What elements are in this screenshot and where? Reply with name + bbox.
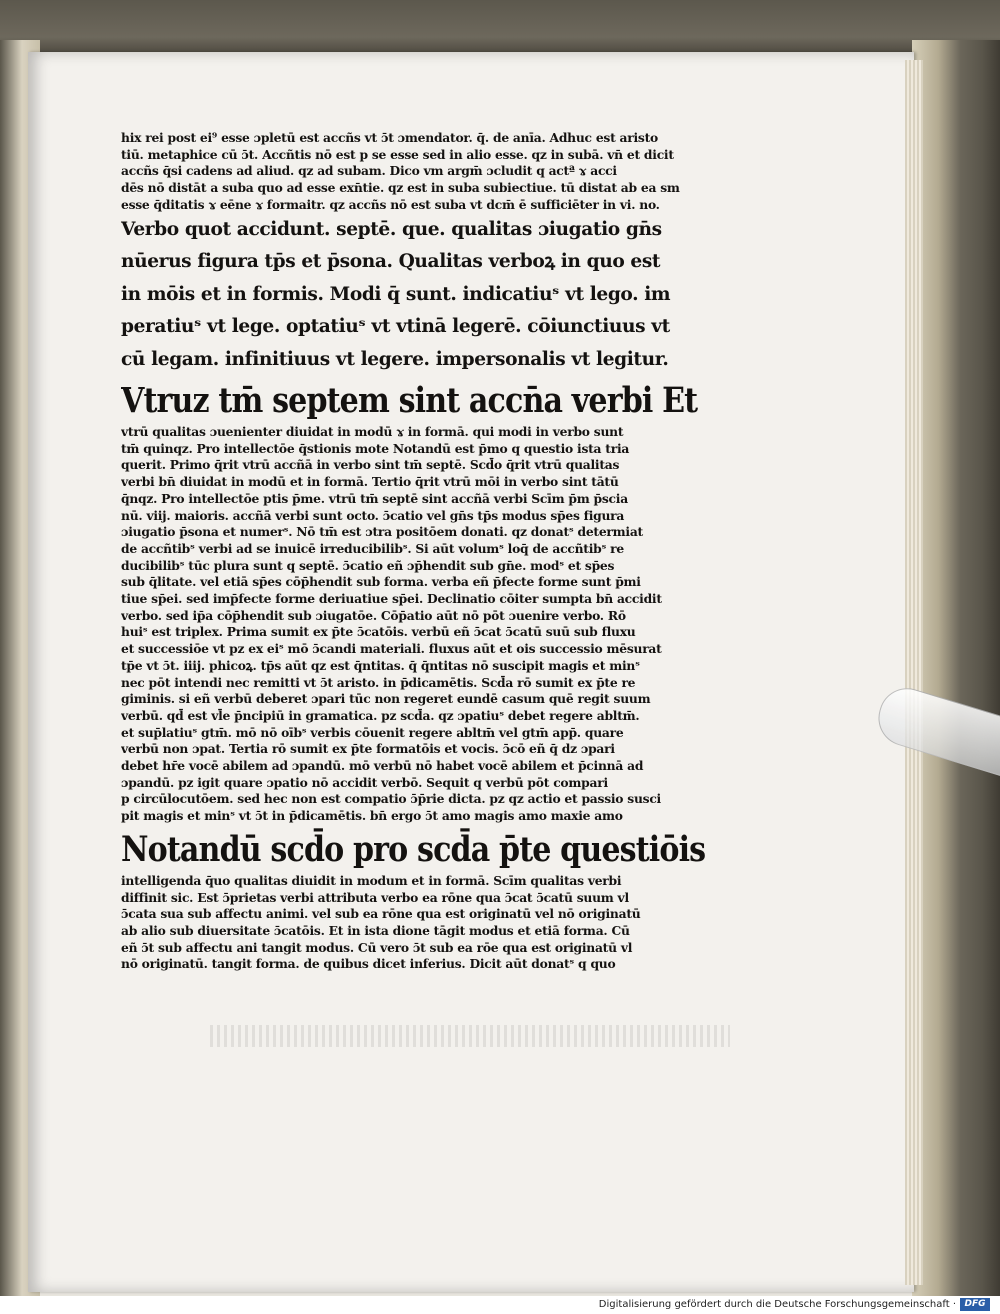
text-line: ɔpandū. pz igit quare ɔpatio nō accidit verbō. Sequit q verbū pōt compari	[121, 774, 608, 790]
text-line: ab alio sub diuersitate ɔ̄catōis. Et in ista dione tāgit modus et etiā forma. Cū	[121, 923, 630, 938]
text-line: peratiuˢ vt lege. optatiuˢ vt vtinā legerē. cōiunctiuus vt	[121, 316, 670, 338]
text-section-4	[121, 873, 713, 973]
text-line: nūerus figura tp̄s et p̄sona. Qualitas verboꝝ in quo est	[121, 251, 661, 273]
text-line: sub q̄litate. vel etiā sp̄es cōp̄hendit sub forma. verba eñ p̄fecte forme sunt p̄mi	[121, 574, 641, 590]
heading-line: Vtruz tm̄ septem sint accn̄a verbi Et	[121, 380, 698, 422]
text-line: et successiōe vt pz ex eiˢ mō ɔ̄candi materiali. fluxus aūt et ois successio mēsurat	[121, 641, 662, 657]
heading-line: Notandū scd̄o pro scd̄a p̄te questiōis	[121, 828, 706, 870]
text-line: esse q̄ditatis ɤ eēne ɤ formaitr. qz accñs nō est suba vt dcm̄ ē sufficiēter in vi. no.	[121, 196, 660, 212]
text-line: q̄nqz. Pro intellectōe ptis p̄me. vtrū tm̄ septē sint accñā verbi Scīm p̄m p̄scia	[121, 490, 628, 506]
text-section-2	[121, 214, 713, 377]
text-line: intelligenda q̄uo qualitas diuidit in modum et in formā. Scīm qualitas verbi	[121, 872, 622, 888]
text-line: verbi bn̄ diuidat in modū et in formā. Tertio q̄rit vtrū mōi in verbo sint tātū	[121, 474, 619, 490]
show-through-text	[210, 1025, 730, 1047]
text-line: et sup̄latiuˢ gtm̄. mō nō oībˢ verbis cōuenit regere abltm̄ vel gtm̄ app̄. quare	[121, 724, 624, 740]
text-line: verbū. qd̄ est vl̄e p̄ncipiū in gramatica. pz scd̄a. qz ɔpatiuˢ debet regere abltm̄.	[121, 707, 640, 723]
text-line: ɔ̄cata sua sub affectu animi. vel sub ea rōne qua est originatū vel nō originatū	[121, 906, 641, 922]
text-line: nō originatū. tangit forma. de quibus dicet inferius. Dicit aūt donatˢ q quo	[121, 956, 616, 972]
text-line: dēs nō distāt a suba quo ad esse exn̄tie. qz est in suba subiectiue. tū distat ab ea sm	[121, 180, 680, 196]
text-line: debet hr̄e vocē abilem ad ɔpandū. mō verbū nō habet vocē abilem et p̄cinnā ad	[121, 758, 644, 774]
text-line: p circūlocutōem. sed hec non est compatio ɔ̄p̄rie dicta. pz qz actio et passio susci	[121, 791, 661, 807]
text-line: de accñtibˢ verbi ad se inuicē irreducibilibˢ. Si aūt volumˢ loq̄ de accñtibˢ re	[121, 540, 624, 556]
text-line: tm̄ quinqz. Pro intellectōe q̄stionis mote Notandū est p̄mo q questio ista tria	[121, 440, 630, 456]
text-line: eñ ɔ̄t sub affectu ani tangit modus. Cū vero ɔ̄t sub ea rōe qua est originatū vl	[121, 939, 633, 955]
text-line: hix rei post ei⁹ esse ɔpletū est accñs vt ɔ̄t ɔmendator. q̄. de anīa. Adhuc est aristo	[121, 130, 658, 145]
text-line: nū. viij. maioris. accñā verbi sunt octo. ɔ̄catio vel gn̄s tp̄s modus sp̄es figura	[121, 507, 625, 523]
text-line: giminis. si eñ verbū deberet ɔpari tūc non regeret eundē casum quē regit suum	[121, 691, 651, 707]
text-section-1	[121, 130, 713, 214]
text-line: nec pōt intendi nec remitti vt ɔ̄t aristo. in p̄dicamētis. Scd̄a rō sumit ex p̄te re	[121, 674, 636, 690]
text-line: querit. Primo q̄rit vtrū accñā in verbo sint tm̄ septē. Scd̄o q̄rit vtrū qualitas	[121, 457, 620, 473]
text-line: tiue sp̄ei. sed imp̄fecte forme deriuatiue sp̄ei. Declinatio cōiter sumpta bn̄ accidit	[121, 591, 662, 607]
text-line: vtrū qualitas ɔuenienter diuidat in modū ɤ in formā. qui modi in verbo sunt	[121, 424, 624, 440]
book-cover-right	[912, 40, 1000, 1296]
dfg-logo-icon: DFG	[960, 1298, 990, 1311]
text-line: ɔiugatio p̄sona et numerˢ. Nō tm̄ est ɔtra positōem donati. qz donatˢ determiat	[121, 524, 643, 540]
page-fore-edge	[905, 60, 923, 1285]
text-line: cū legam. infinitiuus vt legere. impersonalis vt legitur.	[121, 348, 669, 370]
text-line: in mōis et in formis. Modi q̄ sunt. indicatiuˢ vt lego. im	[121, 283, 671, 305]
text-line: diffinit sic. Est ɔ̄prietas verbi attributa verbo ea rōne qua ɔ̄cat ɔ̄catū suum vl	[121, 889, 629, 905]
text-line: verbo. sed ip̄a cōp̄hendit sub ɔiugatōe. Cōp̄atio aūt nō pōt ɔuenire verbo. Rō	[121, 607, 626, 623]
text-line: tp̄e vt ɔ̄t. iiij. phicoꝝ. tp̄s aūt qz est q̄ntitas. q̄ q̄ntitas nō suscipit magis et minˢ	[121, 657, 640, 673]
footer-credit: Digitalisierung gefördert durch die Deutsche Forschungsgemeinschaft ·	[598, 1299, 956, 1310]
text-block	[121, 128, 713, 1018]
text-line: ducibilibˢ tūc plura sunt q septē. ɔ̄catio eñ ɔp̄hendit sub gn̄e. modˢ et sp̄es	[121, 557, 615, 573]
text-line: pit magis et minˢ vt ɔ̄t in p̄dicamētis. bn̄ ergo ɔ̄t amo magis amo maxie amo	[121, 808, 623, 824]
text-line: accñs q̄si cadens ad aliud. qz ad subam. Dico vm argm̄ ɔcludit q actª ɤ acci	[121, 163, 617, 179]
text-line: huiˢ est triplex. Prima sumit ex p̄te ɔ̄catōis. verbū eñ ɔ̄cat ɔ̄catū suū sub fluxu	[121, 624, 636, 640]
text-line: Verbo quot accidunt. septē. que. qualitas ɔiugatio gn̄s	[121, 218, 662, 240]
text-line: verbū non ɔpat. Tertia rō sumit ex p̄te formatōis et vocis. ɔ̄cō eñ q̄ dz ɔpari	[121, 741, 615, 757]
text-section-3	[121, 424, 713, 825]
text-line: tiū. metaphice cū ɔ̄t. Accñtis nō est p se esse sed in alio esse. qz in subā. vn̄ et dicit	[121, 146, 674, 162]
